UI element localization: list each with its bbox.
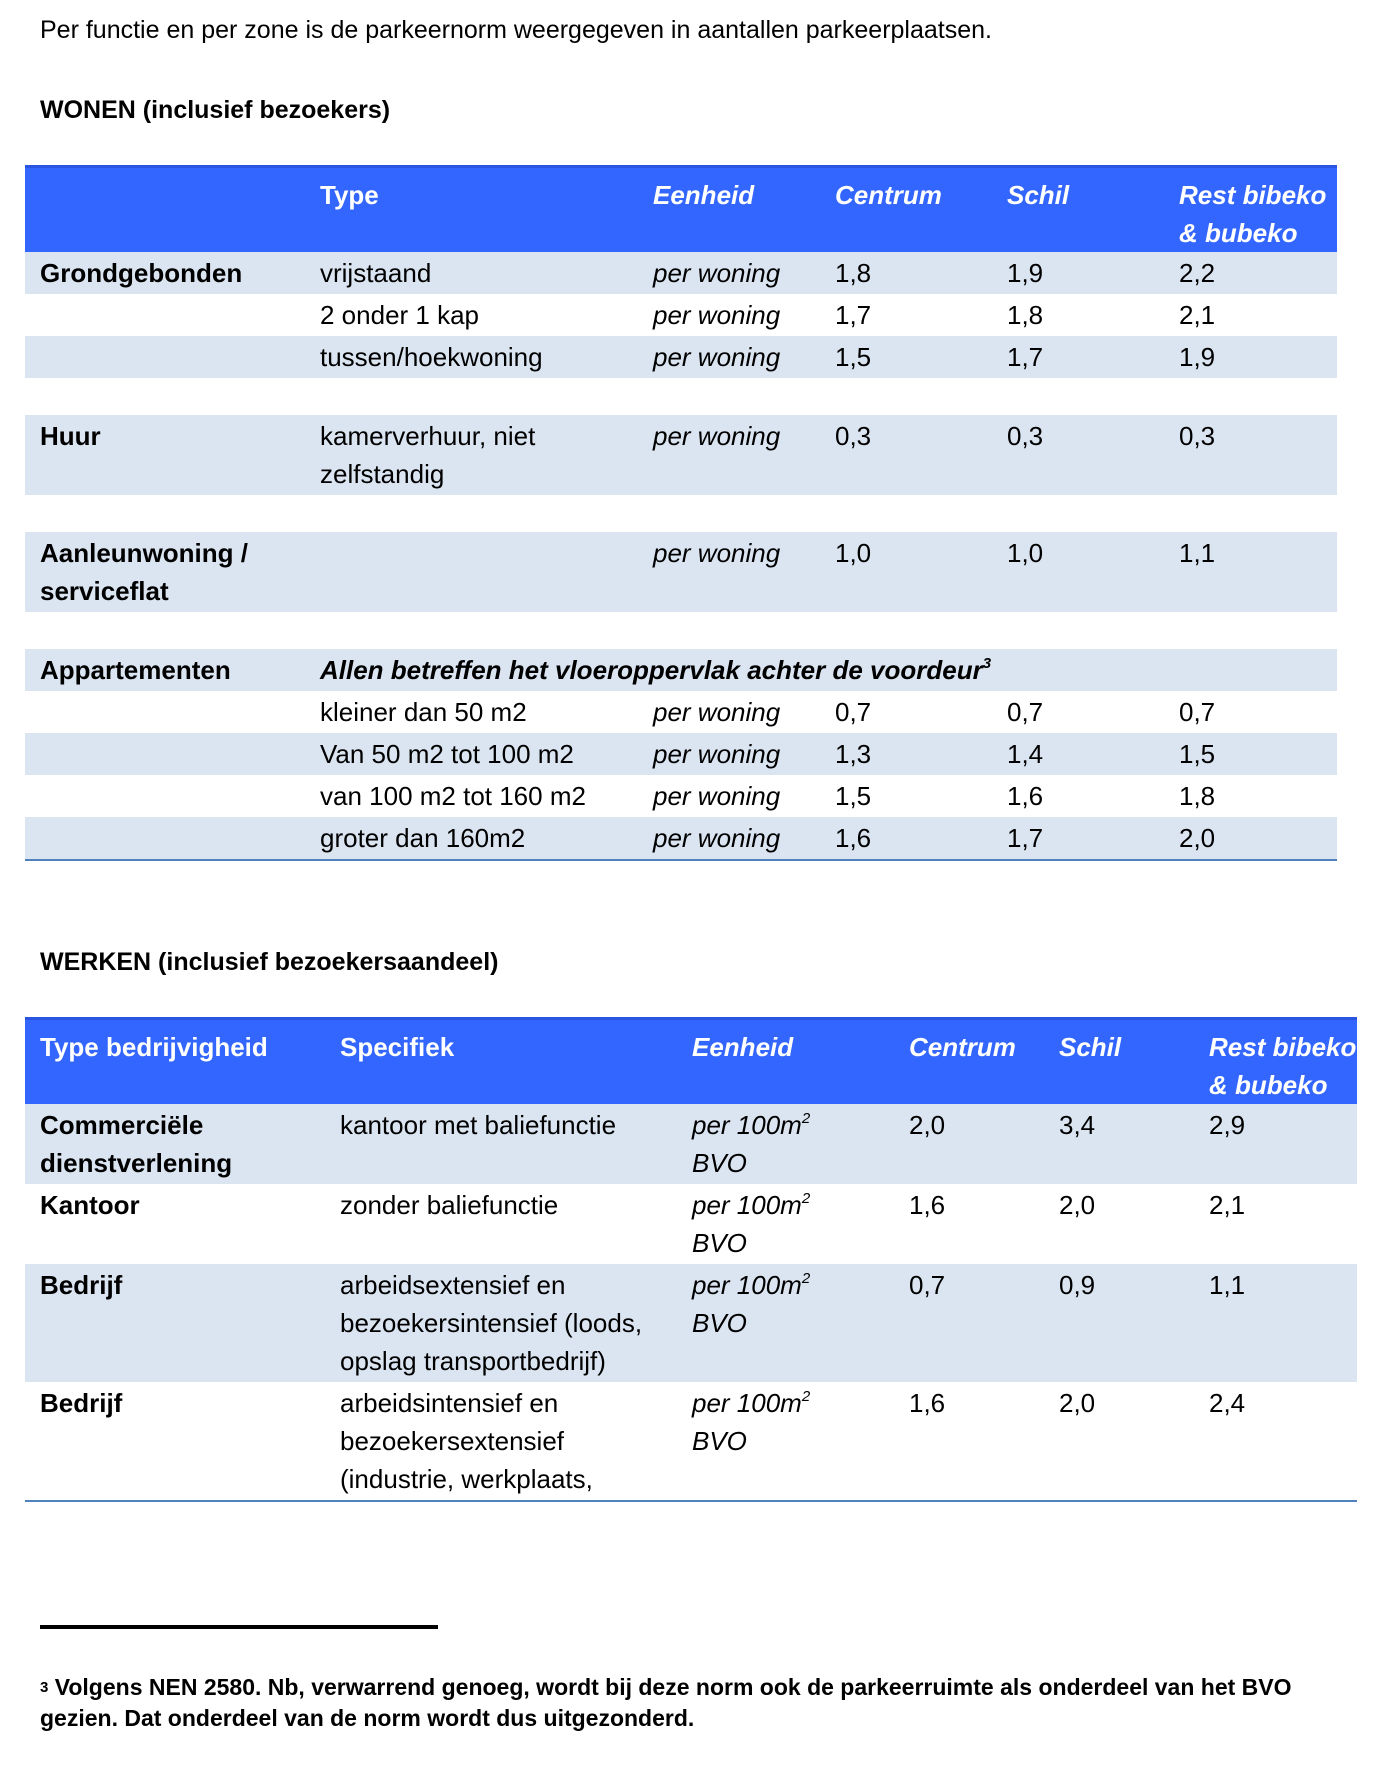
cell-specifiek: zonder baliefunctie [340, 1190, 559, 1220]
cell-schil: 1,4 [992, 733, 1164, 775]
appartementen-note: Allen betreffen het vloeroppervlak achter de voordeur$^3$ [305, 649, 1337, 691]
footnote-separator [40, 1625, 438, 1629]
cell-schil: 0,7 [1007, 697, 1044, 727]
cell-unit: per $100m^2$ BVO [692, 1190, 811, 1258]
col-header: Centrum [820, 167, 992, 253]
werken-header-row [25, 1019, 1357, 1105]
cell-centrum: 1,5 [820, 336, 992, 378]
cell-type: vrijstaand [305, 252, 638, 294]
footnote-ref: 3 [982, 655, 992, 672]
cell-specifiek: kantoor met baliefunctie [325, 1104, 677, 1184]
cell-unit: per woning [638, 532, 820, 612]
row-label: Huur [25, 415, 305, 495]
table-row [25, 817, 1337, 860]
table-row [25, 415, 1337, 495]
cell-schil: 1,8 [1007, 300, 1044, 330]
row-label: Bedrijf [25, 1264, 325, 1382]
cell-centrum: 1,3 [820, 733, 992, 775]
cell-rest: 1,5 [1164, 733, 1337, 775]
cell-centrum: 2,0 [894, 1104, 1044, 1184]
cell-type: groter dan 160m2 [305, 817, 638, 860]
cell-rest: 2,0 [1164, 817, 1337, 860]
row-label: Bedrijf [25, 1382, 325, 1501]
cell-centrum: 0,7 [894, 1264, 1044, 1382]
cell-rest: 1,1 [1164, 532, 1337, 612]
table-row [25, 1184, 1357, 1264]
cell-specifiek: arbeidsextensief en bezoekersintensief (loods, opslag transportbedrijf) [325, 1264, 677, 1382]
col-header: Centrum [894, 1019, 1044, 1105]
cell-centrum: 0,7 [835, 697, 872, 727]
cell-rest: 1,8 [1179, 781, 1216, 811]
cell-unit: per woning [638, 252, 820, 294]
cell-unit: per $100m^2$ BVO [677, 1264, 894, 1382]
werken-table [25, 1017, 1357, 1502]
cell-schil: 1,7 [992, 336, 1164, 378]
cell-unit: per woning [638, 336, 820, 378]
col-header: Type [305, 167, 638, 253]
wonen-table [25, 165, 1337, 861]
cell-type: 2 onder 1 kap [320, 300, 480, 330]
cell-unit: per woning [653, 697, 781, 727]
cell-schil: 3,4 [1044, 1104, 1194, 1184]
cell-unit: per woning [653, 781, 781, 811]
row-label: Aanleunwoning / serviceflat [25, 532, 305, 612]
cell-centrum: 1,8 [820, 252, 992, 294]
cell-centrum: 1,7 [835, 300, 872, 330]
row-label: Kantoor [40, 1190, 140, 1220]
table-row [25, 1382, 1357, 1501]
table-row [25, 294, 1337, 336]
table-row [25, 1264, 1357, 1382]
table-row [25, 649, 1337, 691]
wonen-header-row [25, 167, 1337, 253]
col-header: Rest bibeko & bubeko [1194, 1019, 1357, 1105]
cell-centrum: 0,3 [820, 415, 992, 495]
cell-rest: 2,2 [1164, 252, 1337, 294]
cell-type: kamerverhuur, niet zelfstandig [305, 415, 638, 495]
table-row [25, 252, 1337, 294]
col-header: Specifiek [325, 1019, 677, 1105]
table-row [25, 733, 1337, 775]
cell-centrum: 1,0 [820, 532, 992, 612]
cell-unit: per $100m^2$ BVO [677, 1104, 894, 1184]
cell-unit: per woning [638, 415, 820, 495]
wonen-title: WONEN (inclusief bezoekers) [40, 96, 391, 124]
cell-rest: 2,1 [1179, 300, 1216, 330]
cell-schil: 0,9 [1044, 1264, 1194, 1382]
table-row [25, 775, 1337, 817]
table-row [25, 532, 1337, 612]
cell-centrum: 1,5 [835, 781, 872, 811]
cell-rest: 2,4 [1194, 1382, 1357, 1501]
row-label: Appartementen [25, 649, 305, 691]
cell-centrum: 1,6 [820, 817, 992, 860]
cell-unit: per woning [653, 300, 781, 330]
cell-type: kleiner dan 50 m2 [320, 697, 527, 727]
row-label: Grondgebonden [25, 252, 305, 294]
col-header: Type bedrijvigheid [25, 1019, 325, 1105]
cell-schil: 1,9 [992, 252, 1164, 294]
cell-unit: per woning [638, 817, 820, 860]
cell-rest: 0,7 [1179, 697, 1216, 727]
cell-centrum: 1,6 [909, 1190, 946, 1220]
cell-rest: 0,3 [1164, 415, 1337, 495]
cell-schil: 2,0 [1044, 1382, 1194, 1501]
table-row [25, 691, 1337, 733]
table-row [25, 1104, 1357, 1184]
intro-text: Per functie en per zone is de parkeernorm weergegeven in aantallen parkeerplaatsen. [40, 16, 992, 44]
cell-rest: 1,1 [1194, 1264, 1357, 1382]
cell-rest: 2,9 [1194, 1104, 1357, 1184]
cell-centrum: 1,6 [894, 1382, 1044, 1501]
col-header: Rest bibeko & bubeko [1164, 167, 1337, 253]
cell-schil: 1,7 [992, 817, 1164, 860]
cell-rest: 1,9 [1164, 336, 1337, 378]
cell-schil: 1,6 [1007, 781, 1044, 811]
werken-title: WERKEN (inclusief bezoekersaandeel) [40, 948, 499, 976]
col-header: Eenheid [677, 1019, 894, 1105]
footnote [40, 1672, 1330, 1734]
table-row [25, 336, 1337, 378]
col-header: Schil [1044, 1019, 1194, 1105]
footnote-text: Volgens NEN 2580. Nb, verwarrend genoeg, wordt bij deze norm ook de parkeerruimte als onderdeel van het BVO gezien. Dat onderdeel van de norm wordt dus uitgezonderd. [40, 1674, 1292, 1731]
cell-unit: per $100m^2$ BVO [677, 1382, 894, 1501]
col-header: Schil [992, 167, 1164, 253]
cell-unit: per woning [638, 733, 820, 775]
cell-type: Van 50 m2 tot 100 m2 [305, 733, 638, 775]
cell-schil: 0,3 [992, 415, 1164, 495]
cell-type [305, 532, 638, 612]
cell-schil: 2,0 [1059, 1190, 1096, 1220]
cell-type: tussen/hoekwoning [305, 336, 638, 378]
col-header [25, 167, 305, 253]
cell-schil: 1,0 [992, 532, 1164, 612]
row-label: Commerciële dienstverlening [25, 1104, 325, 1184]
footnote-mark: 3 [40, 1679, 49, 1696]
cell-type: van 100 m2 tot 160 m2 [320, 781, 586, 811]
cell-rest: 2,1 [1209, 1190, 1246, 1220]
cell-specifiek: arbeidsintensief en bezoekersextensief (industrie, werkplaats, [325, 1382, 677, 1501]
col-header: Eenheid [638, 167, 820, 253]
